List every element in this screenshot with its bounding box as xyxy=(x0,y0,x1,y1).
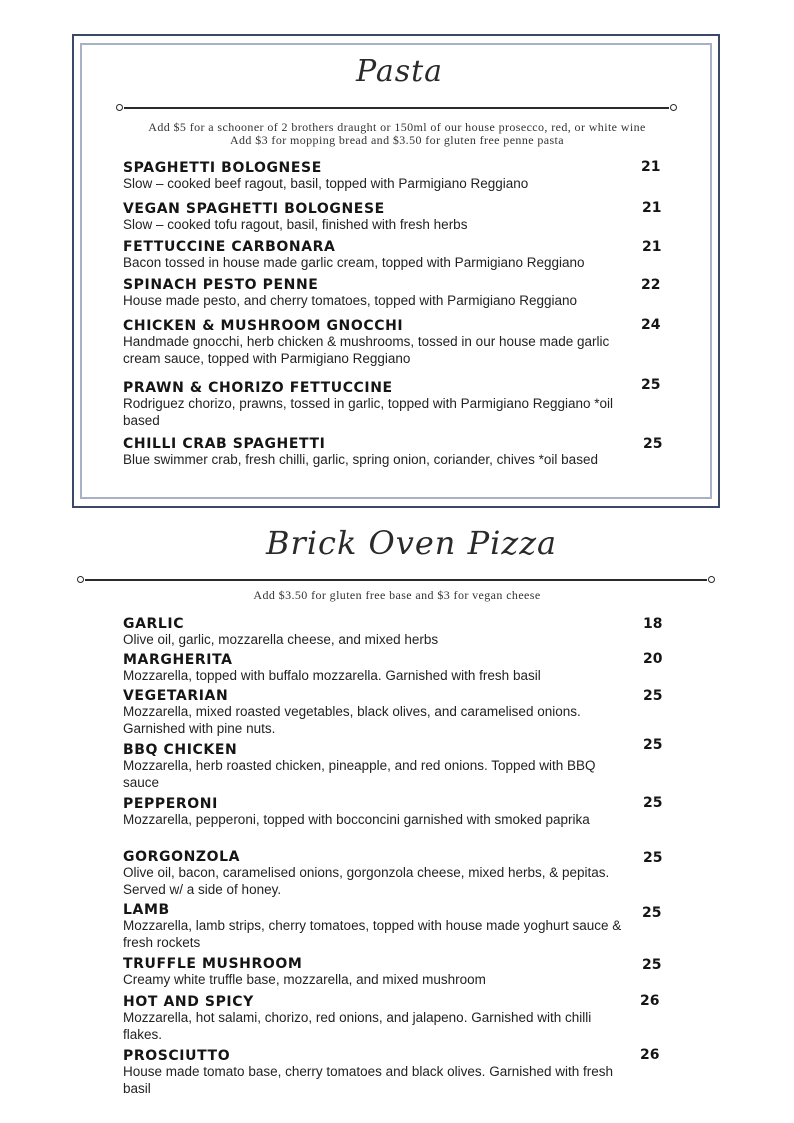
menu-item xyxy=(123,318,623,367)
menu-item xyxy=(123,902,623,951)
item-description: Olive oil, garlic, mozzarella cheese, and mixed herbs xyxy=(123,632,439,647)
menu-item xyxy=(123,277,623,309)
item-description: Mozzarella, mixed roasted vegetables, black olives, and caramelised onions. Garnished with pine nuts. xyxy=(123,704,581,736)
menu-item xyxy=(123,239,623,271)
item-price: 21 xyxy=(641,159,661,175)
item-description: House made tomato base, cherry tomatoes and black olives. Garnished with fresh basil xyxy=(123,1064,613,1096)
item-name: CHICKEN & MUSHROOM GNOCCHI xyxy=(123,318,404,334)
item-name: HOT AND SPICY xyxy=(123,994,254,1010)
pizza-note: Add $3.50 for gluten free base and $3 for vegan cheese xyxy=(253,588,541,602)
pasta-inner-border xyxy=(80,43,712,499)
menu-item xyxy=(123,652,623,684)
item-name: GORGONZOLA xyxy=(123,849,241,865)
item-description: Mozzarella, lamb strips, cherry tomatoes, topped with house made yoghurt sauce & fresh rockets xyxy=(123,918,622,950)
item-description: Olive oil, bacon, caramelised onions, gorgonzola cheese, mixed herbs, & pepitas. Served w/ a side of honey. xyxy=(123,865,610,897)
item-name: SPINACH PESTO PENNE xyxy=(123,277,319,293)
menu-item xyxy=(123,1048,623,1097)
item-price: 25 xyxy=(643,737,663,753)
item-price: 25 xyxy=(641,377,661,393)
item-name: GARLIC xyxy=(123,616,185,632)
menu-item xyxy=(123,436,623,468)
pizza-divider xyxy=(85,579,707,581)
item-name: VEGETARIAN xyxy=(123,688,229,704)
menu-item xyxy=(123,956,623,988)
pasta-note-2: Add $3 for mopping bread and $3.50 for gluten free penne pasta xyxy=(229,133,565,147)
pasta-note-1: Add $5 for a schooner of 2 brothers draught or 150ml of our house prosecco, red, or white wine xyxy=(148,120,646,134)
item-price: 25 xyxy=(643,436,663,452)
menu-item xyxy=(123,380,623,429)
menu-item xyxy=(123,796,623,828)
item-price: 25 xyxy=(642,957,662,973)
menu-item xyxy=(123,160,623,192)
item-name: FETTUCCINE CARBONARA xyxy=(123,239,336,255)
item-price: 25 xyxy=(643,795,663,811)
item-description: Handmade gnocchi, herb chicken & mushrooms, tossed in our house made garlic cream sauce, topped with Parmigiano Reggiano xyxy=(123,334,610,366)
item-price: 18 xyxy=(643,616,663,632)
item-name: MARGHERITA xyxy=(123,652,233,668)
item-description: Slow – cooked beef ragout, basil, topped with Parmigiano Reggiano xyxy=(123,176,529,191)
menu-item xyxy=(123,849,623,898)
item-name: CHILLI CRAB SPAGHETTI xyxy=(123,436,326,452)
item-description: House made pesto, and cherry tomatoes, topped with Parmigiano Reggiano xyxy=(123,293,578,308)
item-price: 21 xyxy=(642,200,662,216)
item-description: Bacon tossed in house made garlic cream, topped with Parmigiano Reggiano xyxy=(123,255,585,270)
menu-item xyxy=(123,688,623,737)
item-description: Mozzarella, hot salami, chorizo, red onions, and jalapeno. Garnished with chilli flakes. xyxy=(123,1010,592,1042)
item-description: Rodriguez chorizo, prawns, tossed in garlic, topped with Parmigiano Reggiano *oil based xyxy=(123,396,614,428)
item-price: 25 xyxy=(642,905,662,921)
item-description: Slow – cooked tofu ragout, basil, finished with fresh herbs xyxy=(123,217,468,232)
pasta-title: Pasta xyxy=(356,54,444,89)
item-price: 21 xyxy=(642,239,662,255)
menu-item xyxy=(123,201,623,233)
item-description: Mozzarella, herb roasted chicken, pineapple, and red onions. Topped with BBQ sauce xyxy=(123,758,596,790)
item-price: 26 xyxy=(640,1047,660,1063)
item-price: 22 xyxy=(641,277,661,293)
item-name: PRAWN & CHORIZO FETTUCCINE xyxy=(123,380,393,396)
item-price: 26 xyxy=(640,993,660,1009)
item-description: Creamy white truffle base, mozzarella, and mixed mushroom xyxy=(123,972,486,987)
item-price: 25 xyxy=(643,850,663,866)
menu-item xyxy=(123,742,623,791)
item-name: VEGAN SPAGHETTI BOLOGNESE xyxy=(123,201,385,217)
item-name: BBQ CHICKEN xyxy=(123,742,238,758)
item-name: SPAGHETTI BOLOGNESE xyxy=(123,160,322,176)
menu-item xyxy=(123,616,623,648)
item-name: LAMB xyxy=(123,902,170,918)
item-name: PEPPERONI xyxy=(123,796,218,812)
item-name: PROSCIUTTO xyxy=(123,1048,231,1064)
item-description: Mozzarella, topped with buffalo mozzarella. Garnished with fresh basil xyxy=(123,668,541,683)
item-description: Blue swimmer crab, fresh chilli, garlic, spring onion, coriander, chives *oil based xyxy=(123,452,598,467)
item-name: TRUFFLE MUSHROOM xyxy=(123,956,303,972)
item-description: Mozzarella, pepperoni, topped with bocconcini garnished with smoked paprika xyxy=(123,812,590,827)
menu-item xyxy=(123,994,623,1043)
item-price: 25 xyxy=(643,688,663,704)
item-price: 24 xyxy=(641,317,661,333)
pizza-title: Brick Oven Pizza xyxy=(266,524,558,562)
pasta-divider xyxy=(124,107,669,109)
item-price: 20 xyxy=(643,651,663,667)
